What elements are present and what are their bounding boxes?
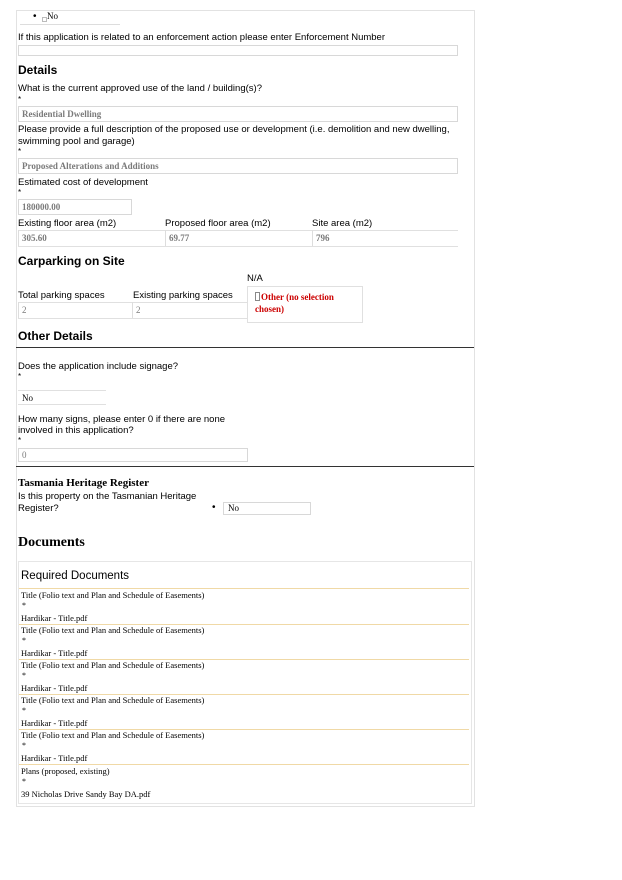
required-marker: * <box>22 777 26 786</box>
document-file-link[interactable]: Hardikar - Title.pdf <box>21 648 88 658</box>
checkbox-icon[interactable] <box>255 292 260 301</box>
floor-row-line <box>18 246 458 247</box>
signage-label: Does the application include signage? <box>18 361 179 372</box>
doc-separator <box>19 764 469 765</box>
floor-row-line <box>18 230 458 231</box>
proposed-floor-label: Proposed floor area (m2) <box>165 218 271 229</box>
document-title: Title (Folio text and Plan and Schedule of Easements) <box>21 590 205 600</box>
existing-parking-field[interactable] <box>132 302 133 318</box>
document-file-link[interactable]: Hardikar - Title.pdf <box>21 613 88 623</box>
existing-floor-label: Existing floor area (m2) <box>18 218 117 229</box>
details-heading: Details <box>18 63 58 77</box>
proposed-floor-field[interactable] <box>165 230 166 246</box>
proposed-floor-value: 69.77 <box>169 233 190 243</box>
enforcement-number-input[interactable] <box>18 45 458 56</box>
document-title: Title (Folio text and Plan and Schedule of Easements) <box>21 695 205 705</box>
description-label: Please provide a full description of the proposed use or development (i.e. demolition and new dwelling, swimming pool and garage) <box>18 124 450 147</box>
cost-value: 180000.00 <box>22 202 61 212</box>
total-parking-value: 2 <box>22 305 27 315</box>
carparking-heading: Carparking on Site <box>18 254 125 268</box>
existing-parking-value: 2 <box>136 305 141 315</box>
required-marker: * <box>18 188 22 197</box>
total-parking-field[interactable] <box>18 302 19 318</box>
current-use-value: Residential Dwelling <box>22 109 102 119</box>
required-marker: * <box>18 436 22 445</box>
na-label: N/A <box>247 273 263 284</box>
documents-heading: Documents <box>18 535 85 550</box>
required-marker: * <box>18 372 22 381</box>
existing-floor-field[interactable] <box>18 230 19 246</box>
site-area-label: Site area (m2) <box>312 218 373 229</box>
document-title: Title (Folio text and Plan and Schedule of Easements) <box>21 660 205 670</box>
radio-no-label: No <box>47 11 58 21</box>
document-file-link[interactable]: 39 Nicholas Drive Sandy Bay DA.pdf <box>21 789 151 799</box>
total-parking-label: Total parking spaces <box>18 290 105 301</box>
site-area-field[interactable] <box>312 230 313 246</box>
document-title: Title (Folio text and Plan and Schedule of Easements) <box>21 730 205 740</box>
required-marker: * <box>18 95 22 104</box>
existing-floor-value: 305.60 <box>22 233 47 243</box>
heritage-question-2: Register? <box>18 503 59 514</box>
description-value: Proposed Alterations and Additions <box>22 161 159 171</box>
required-marker: * <box>22 671 26 680</box>
signs-count-label-1: How many signs, please enter 0 if there are none <box>18 414 226 425</box>
other-selection-line2: chosen) <box>255 304 284 314</box>
heritage-question-1: Is this property on the Tasmanian Heritage <box>18 491 197 502</box>
bullet-icon: • <box>33 11 37 22</box>
document-title: Plans (proposed, existing) <box>21 766 110 776</box>
signs-count-label-2: involved in this application? <box>18 425 134 436</box>
enforcement-label: If this application is related to an enforcement action please enter Enforcement Number <box>18 32 386 43</box>
document-file-link[interactable]: Hardikar - Title.pdf <box>21 753 88 763</box>
signage-value: No <box>22 393 33 403</box>
site-area-value: 796 <box>316 233 330 243</box>
required-marker: * <box>22 636 26 645</box>
doc-separator <box>19 588 469 589</box>
existing-parking-label: Existing parking spaces <box>133 290 233 301</box>
required-documents-title: Required Documents <box>21 570 130 582</box>
required-marker: * <box>22 706 26 715</box>
heritage-value: No <box>228 503 239 513</box>
signs-count-value: 0 <box>22 450 27 460</box>
signs-count-field[interactable] <box>18 448 248 462</box>
required-marker: * <box>22 601 26 610</box>
heritage-heading: Tasmania Heritage Register <box>18 477 149 489</box>
section-divider <box>16 347 474 348</box>
document-title: Title (Folio text and Plan and Schedule of Easements) <box>21 625 205 635</box>
other-selection-line1: Other (no selection <box>261 292 334 302</box>
parking-row-line <box>18 318 247 319</box>
current-use-label: What is the current approved use of the land / building(s)? <box>18 83 262 94</box>
section-divider <box>16 466 474 467</box>
required-marker: * <box>22 741 26 750</box>
cost-label: Estimated cost of development <box>18 177 148 188</box>
document-file-link[interactable]: Hardikar - Title.pdf <box>21 718 88 728</box>
required-marker: * <box>18 147 22 156</box>
document-file-link[interactable]: Hardikar - Title.pdf <box>21 683 88 693</box>
other-details-heading: Other Details <box>18 329 93 343</box>
bullet-icon: • <box>212 502 216 513</box>
